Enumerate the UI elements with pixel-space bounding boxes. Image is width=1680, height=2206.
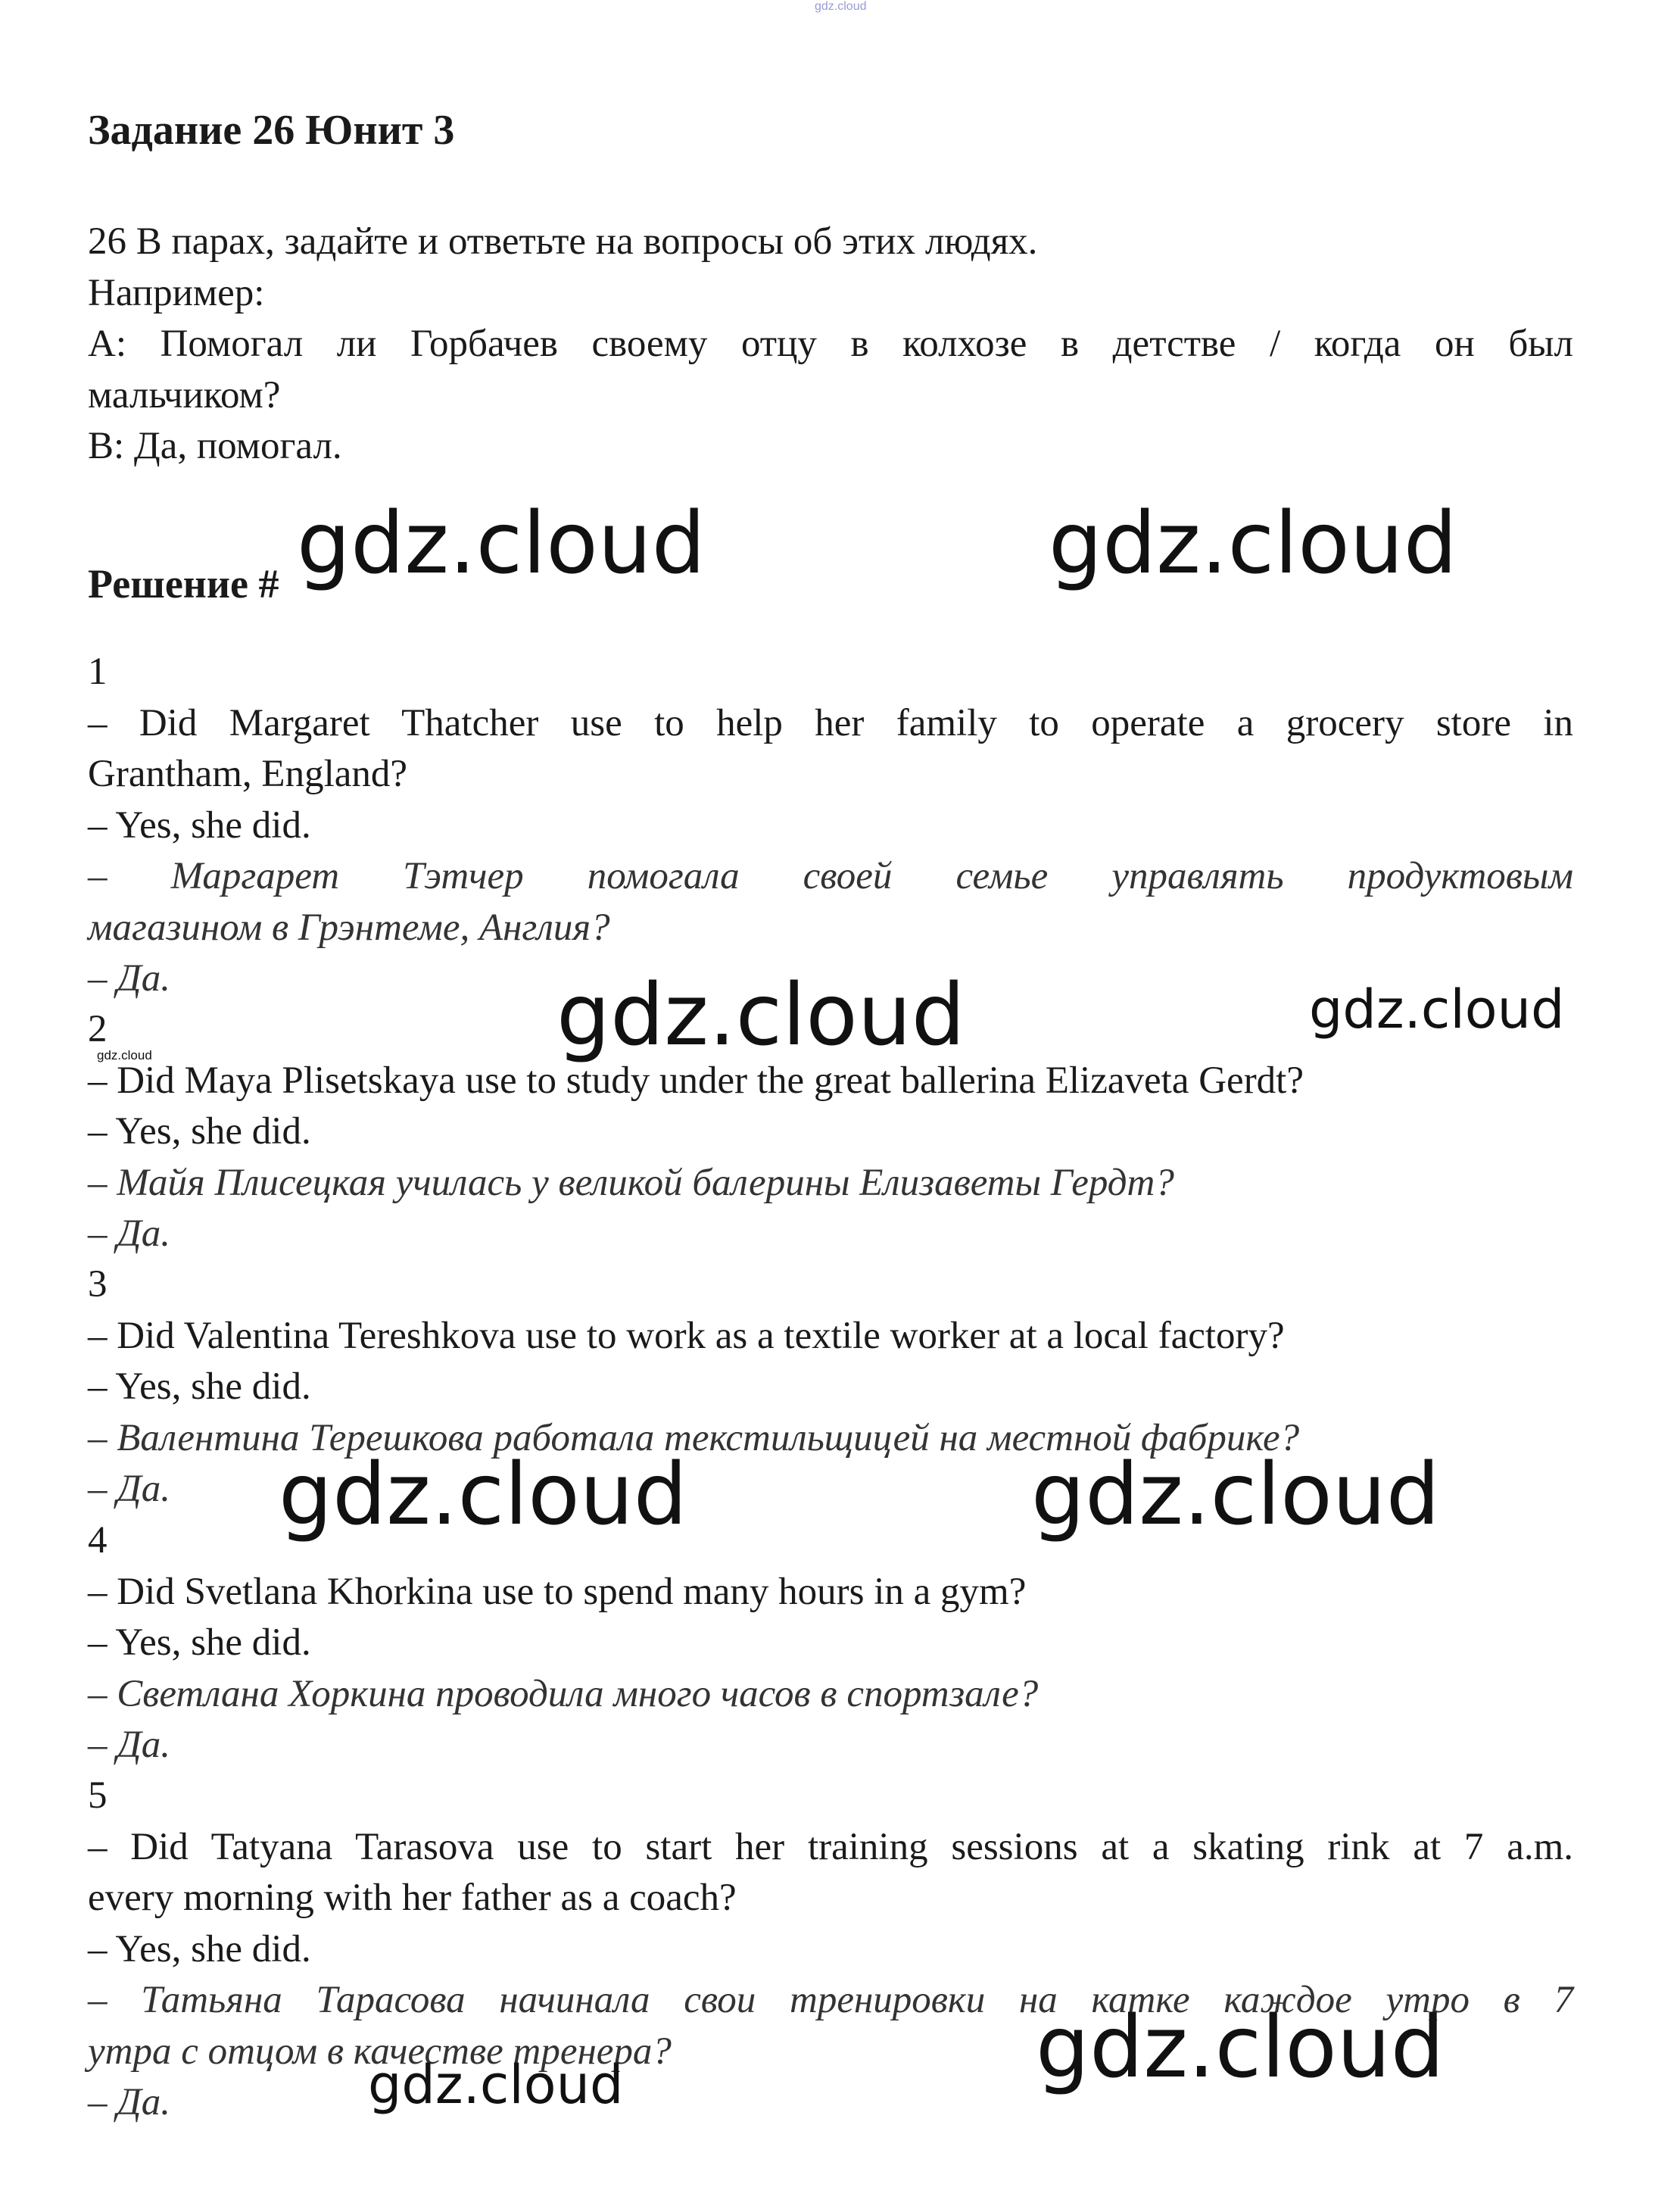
watermark: gdz.cloud (368, 2054, 624, 2116)
page-title: Задание 26 Юнит 3 (88, 107, 455, 154)
watermark: gdz.cloud (1031, 1446, 1440, 1544)
item-number: 5 (88, 1774, 108, 1817)
answer-en: – Yes, she did. (88, 803, 311, 847)
question-ru-line: – Маргарет Тэтчер помогала своей семье управлять продуктовым (88, 855, 1573, 897)
answer-en: – Yes, she did. (88, 1621, 311, 1664)
question-en: – Did Svetlana Khorkina use to spend many hours in a gym? (88, 1570, 1027, 1613)
task-line-3a: А: Помогал ли Горбачев своему отцу в колхозе в детстве / когда он был (88, 323, 1573, 365)
answer-ru: – Да. (88, 2081, 170, 2123)
question-en: – Did Maya Plisetskaya use to study under the great ballerina Elizaveta Gerdt? (88, 1059, 1304, 1102)
answer-ru: – Да. (88, 957, 170, 1000)
question-en-line: – Did Margaret Thatcher use to help her family to operate a grocery store in (88, 701, 1573, 744)
item-number: 4 (88, 1519, 108, 1562)
answer-ru: – Да. (88, 1468, 170, 1510)
item-number: 2 (88, 1008, 108, 1050)
question-ru: – Валентина Терешкова работала текстильщицей на местной фабрике? (88, 1416, 1300, 1459)
question-en: – Did Valentina Tereshkova use to work as a textile worker at a local factory? (88, 1314, 1285, 1357)
task-description (88, 217, 1573, 473)
question-en-line: Grantham, England? (88, 753, 408, 795)
question-ru-line: утра с отцом в качестве тренера? (88, 2030, 672, 2073)
solution-title: Решение # (88, 561, 279, 607)
question-en-line: every morning with her father as a coach? (88, 1877, 737, 1919)
watermark: gdz.cloud (97, 1048, 152, 1062)
task-line-2: Например: (88, 271, 265, 314)
answer-en: – Yes, she did. (88, 1110, 311, 1153)
watermark: gdz.cloud (1309, 978, 1565, 1041)
watermark: gdz.cloud (556, 966, 965, 1065)
task-line-3b: мальчиком? (88, 373, 281, 417)
answer-en: – Yes, she did. (88, 1927, 311, 1970)
question-ru: – Светлана Хоркина проводила много часов в спортзале? (88, 1672, 1039, 1715)
task-line-1: 26 В парах, задайте и ответьте на вопросы об этих людях. (88, 220, 1038, 263)
answer-ru: – Да. (88, 1212, 170, 1255)
answer-item-1 (88, 647, 1573, 1005)
item-number: 1 (88, 651, 108, 693)
watermark: gdz.cloud (297, 495, 706, 593)
watermark: gdz.cloud (1049, 495, 1457, 593)
question-ru-line: – Татьяна Тарасова начинала свои тренировки на катке каждое утро в 7 (88, 1979, 1573, 2021)
question-ru-line: магазином в Грэнтеме, Англия? (88, 906, 610, 949)
answer-en: – Yes, she did. (88, 1365, 311, 1408)
question-en-line: – Did Tatyana Tarasova use to start her training sessions at a skating rink at 7 a.m. (88, 1825, 1573, 1868)
answer-item-4 (88, 1515, 1573, 1771)
task-line-4: В: Да, помогал. (88, 425, 342, 467)
watermark: gdz.cloud (279, 1446, 687, 1544)
answer-ru: – Да. (88, 1724, 170, 1766)
top-watermark: gdz.cloud (815, 0, 867, 13)
watermark: gdz.cloud (1036, 1999, 1445, 2097)
item-number: 3 (88, 1263, 108, 1306)
question-ru: – Майя Плисецкая училась у великой балерины Елизаветы Гердт? (88, 1161, 1174, 1204)
